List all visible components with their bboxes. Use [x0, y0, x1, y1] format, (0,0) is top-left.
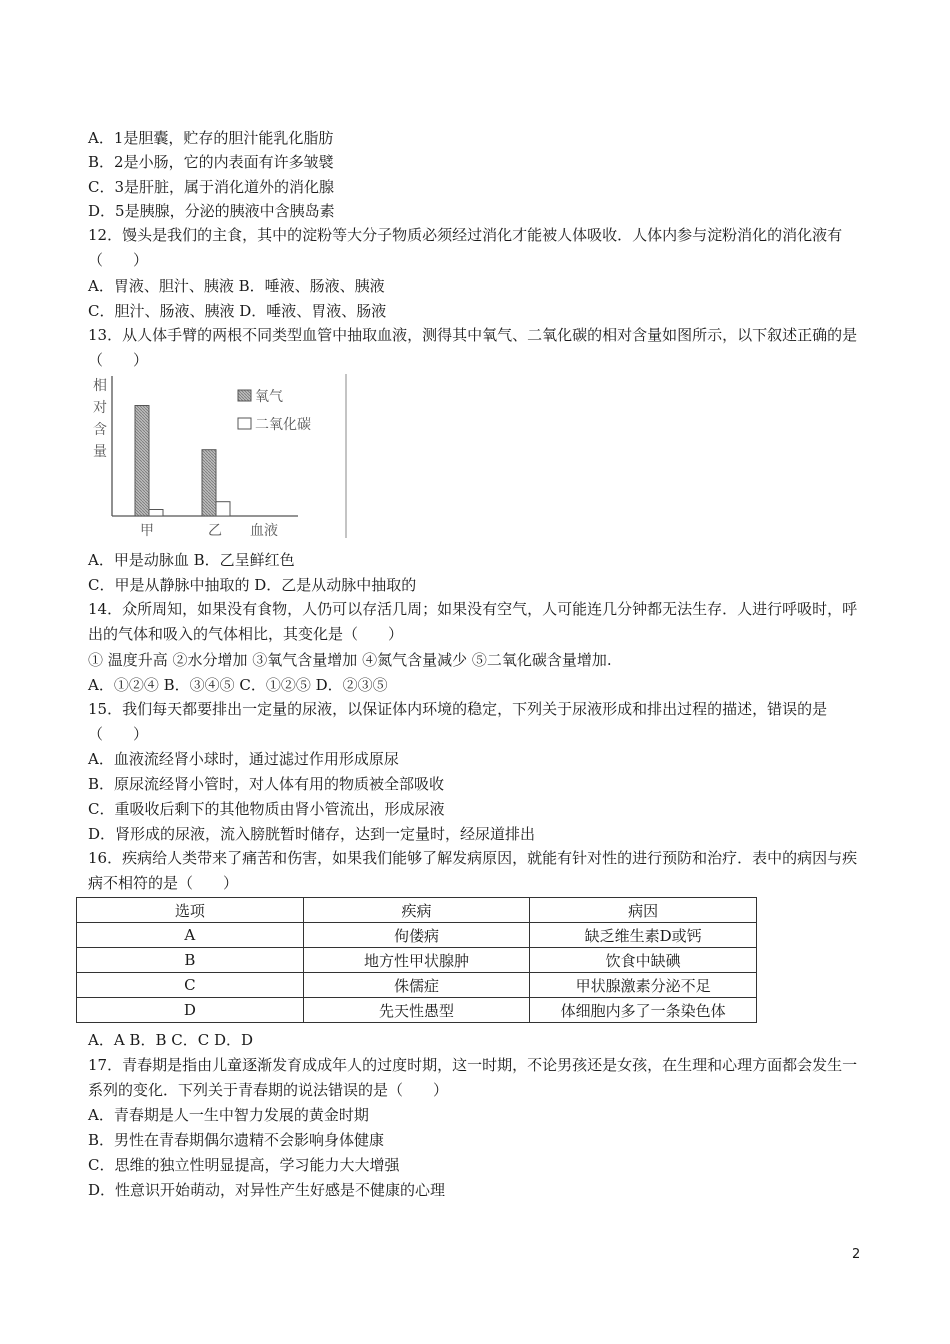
- legend-label-co2: 二氧化碳: [255, 417, 311, 433]
- chart-ylabel-char: 对: [93, 400, 107, 416]
- table-cell: 饮食中缺碘: [530, 948, 757, 973]
- q14-options: A．①②④ B．③④⑤ C．①②⑤ D．②③⑤: [88, 676, 388, 694]
- table-cell: 佝偻病: [303, 923, 530, 948]
- chart-ylabel-char: 含: [93, 422, 107, 438]
- disease-cause-table: [76, 897, 757, 1023]
- bar-oxygen-2: [202, 450, 216, 516]
- q17-option-d: D．性意识开始萌动，对异性产生好感是不健康的心理: [88, 1181, 446, 1199]
- q14-stem: 14．众所周知，如果没有食物，人仍可以存活几周；如果没有空气，人可能连几分钟都无法生存．人进行呼吸时，呼出的气体和吸入的气体相比，其变化是（ ）: [88, 600, 858, 643]
- q13-options-cd: C．甲是从静脉中抽取的 D．乙是从动脉中抽取的: [88, 576, 417, 594]
- q17-stem: 17．青春期是指由儿童逐渐发育成成年人的过度时期，这一时期，不论男孩还是女孩，在生理和心理方面都会发生一系列的变化．下列关于青春期的说法错误的是（ ）: [88, 1056, 858, 1099]
- bar-oxygen-1: [135, 406, 149, 517]
- table-row: [77, 948, 757, 973]
- q17-option-c: C．思维的独立性明显提高，学习能力大大增强: [88, 1156, 400, 1174]
- q11-option-c: C．3是肝脏，属于消化道外的消化腺: [88, 178, 335, 196]
- table-cell: 甲状腺激素分泌不足: [530, 973, 757, 998]
- table-row: [77, 973, 757, 998]
- q15-option-c: C．重吸收后剩下的其他物质由肾小管流出，形成尿液: [88, 800, 445, 818]
- table-row: [77, 923, 757, 948]
- q15-option-a: A．血液流经肾小球时，通过滤过作用形成原尿: [88, 750, 399, 768]
- category-label: 甲: [140, 523, 154, 539]
- q14-items: ① 温度升高 ②水分增加 ③氧气含量增加 ④氮气含量减少 ⑤二氧化碳含量增加.: [88, 651, 612, 669]
- q12-stem: 12．馒头是我们的主食，其中的淀粉等大分子物质必须经过消化才能被人体吸收．人体内参与淀粉消化的消化液有（ ）: [88, 226, 843, 269]
- table-header: 选项: [77, 898, 304, 923]
- table-cell: 先天性愚型: [303, 998, 530, 1023]
- q17-option-a: A．青春期是人一生中智力发展的黄金时期: [88, 1106, 369, 1124]
- table-cell: 体细胞内多了一条染色体: [530, 998, 757, 1023]
- legend-swatch-co2: [238, 418, 251, 429]
- chart-ylabel-char: 量: [93, 444, 107, 460]
- table-cell: 地方性甲状腺肿: [303, 948, 530, 973]
- q12-options-cd: C．胆汁、肠液、胰液 D．唾液、胃液、肠液: [88, 302, 387, 320]
- q16-options: A．A B．B C．C D．D: [88, 1031, 254, 1049]
- q15-option-d: D．肾形成的尿液，流入膀胱暂时储存，达到一定量时，经尿道排出: [88, 825, 536, 843]
- q11-option-d: D．5是胰腺，分泌的胰液中含胰岛素: [88, 202, 335, 220]
- q16-stem: 16．疾病给人类带来了痛苦和伤害，如果我们能够了解发病原因，就能有针对性的进行预防和治疗．表中的病因与疾病不相符的是（ ）: [88, 849, 858, 892]
- q11-option-b: B．2是小肠，它的内表面有许多皱襞: [88, 153, 334, 171]
- bar-co2-2: [216, 502, 230, 516]
- table-row: [77, 998, 757, 1023]
- q13-stem: 13．从人体手臂的两根不同类型血管中抽取血液，测得其中氧气、二氧化碳的相对含量如图所示，以下叙述正确的是（ ）: [88, 326, 858, 369]
- chart-ylabel-char: 相: [93, 378, 107, 394]
- q15-option-b: B．原尿流经肾小管时，对人体有用的物质被全部吸收: [88, 775, 445, 793]
- q15-stem: 15．我们每天都要排出一定量的尿液，以保证体内环境的稳定，下列关于尿液形成和排出过程的描述，错误的是（ ）: [88, 700, 828, 743]
- category-label: 乙: [208, 523, 222, 539]
- table-cell: B: [77, 948, 304, 973]
- table-header: 疾病: [303, 898, 530, 923]
- chart-xlabel: 血液: [250, 523, 278, 539]
- q12-options-ab: A．胃液、胆汁、胰液 B．唾液、肠液、胰液: [88, 277, 385, 295]
- table-cell: 侏儒症: [303, 973, 530, 998]
- blood-gas-chart: [88, 372, 350, 540]
- legend-label-oxygen: 氧气: [255, 389, 283, 405]
- table-cell: D: [77, 998, 304, 1023]
- q11-option-a: A．1是胆囊，贮存的胆汁能乳化脂肪: [88, 129, 334, 147]
- bar-co2-1: [149, 510, 163, 517]
- q13-options-ab: A．甲是动脉血 B．乙呈鲜红色: [88, 551, 295, 569]
- table-cell: C: [77, 973, 304, 998]
- page-number: 2: [852, 1247, 861, 1262]
- table-header: 病因: [530, 898, 757, 923]
- legend-swatch-oxygen: [238, 390, 251, 401]
- table-cell: 缺乏维生素D或钙: [530, 923, 757, 948]
- q17-option-b: B．男性在青春期偶尔遗精不会影响身体健康: [88, 1131, 385, 1149]
- table-cell: A: [77, 923, 304, 948]
- table-header-row: [77, 898, 757, 923]
